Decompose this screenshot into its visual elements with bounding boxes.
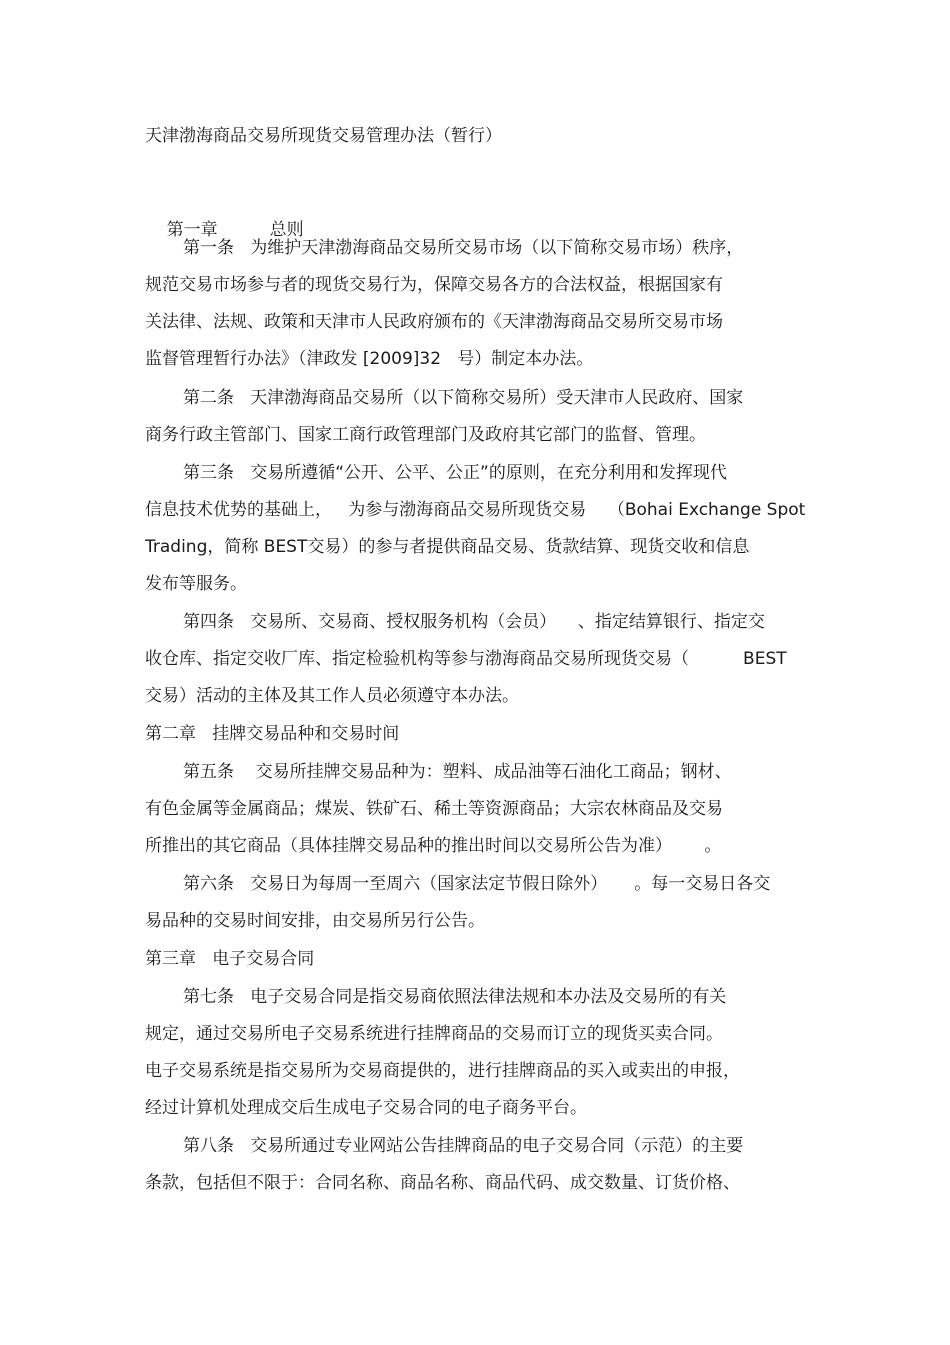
article-1-line-1: 第一条 为维护天津渤海商品交易所交易市场（以下简称交易市场）秩序， bbox=[183, 238, 744, 258]
article-2-line-1: 第二条 天津渤海商品交易所（以下简称交易所）受天津市人民政府、国家 bbox=[183, 388, 744, 408]
article-5-line-3: 所推出的其它商品（具体挂牌交易品种的推出时间以交易所公告为准） 。 bbox=[145, 836, 722, 856]
article-8-line-1: 第八条 交易所通过专业网站公告挂牌商品的电子交易合同（示范）的主要 bbox=[183, 1136, 744, 1156]
article-1-line-2: 规范交易市场参与者的现货交易行为，保障交易各方的合法权益，根据国家有 bbox=[145, 275, 723, 295]
chapter-heading-3: 第三章 电子交易合同 bbox=[145, 949, 315, 969]
article-4-line-2: 收仓库、指定交收厂库、指定检验机构等参与渤海商品交易所现货交易（ BEST bbox=[145, 649, 787, 669]
article-3-line-4: 发布等服务。 bbox=[145, 574, 247, 594]
article-3-line-2: 信息技术优势的基础上， 为参与渤海商品交易所现货交易 （Bohai Exchange Spot bbox=[145, 500, 806, 520]
chapter-label: 第一章 bbox=[166, 220, 218, 240]
article-4-line-1: 第四条 交易所、交易商、授权服务机构（会员） 、指定结算银行、指定交 bbox=[183, 612, 765, 632]
article-2-line-2: 商务行政主管部门、国家工商行政管理部门及政府其它部门的监督、管理。 bbox=[145, 425, 706, 445]
article-3-line-3: Trading，简称 BEST交易）的参与者提供商品交易、货款结算、现货交收和信息 bbox=[145, 537, 750, 557]
article-1-line-4: 监督管理暂行办法》（津政发 [2009]32 号）制定本办法。 bbox=[145, 349, 594, 369]
article-6-line-2: 易品种的交易时间安排，由交易所另行公告。 bbox=[145, 911, 485, 931]
article-1-line-3: 关法律、法规、政策和天津市人民政府颁布的《天津渤海商品交易所交易市场 bbox=[145, 312, 723, 332]
chapter-heading-2: 第二章 挂牌交易品种和交易时间 bbox=[145, 724, 400, 744]
document-title: 天津渤海商品交易所现货交易管理办法（暂行） bbox=[145, 126, 502, 146]
chapter-name: 总则 bbox=[269, 220, 304, 240]
article-6-line-1: 第六条 交易日为每周一至周六（国家法定节假日除外） 。每一交易日各交 bbox=[183, 874, 771, 894]
article-3-line-1: 第三条 交易所遵循“公开、公平、公正”的原则，在充分利用和发挥现代 bbox=[183, 463, 727, 483]
article-5-line-1: 第五条 交易所挂牌交易品种为：塑料、成品油等石油化工商品；钢材、 bbox=[183, 762, 732, 782]
article-4-line-3: 交易）活动的主体及其工作人员必须遵守本办法。 bbox=[145, 686, 519, 706]
article-7-line-2: 规定，通过交易所电子交易系统进行挂牌商品的交易而订立的现货买卖合同。 bbox=[145, 1024, 723, 1044]
article-7-line-4: 经过计算机处理成交后生成电子交易合同的电子商务平台。 bbox=[145, 1098, 587, 1118]
article-8-line-2: 条款，包括但不限于：合同名称、商品名称、商品代码、成交数量、订货价格、 bbox=[145, 1173, 740, 1193]
article-7-line-1: 第七条 电子交易合同是指交易商依照法律法规和本办法及交易所的有关 bbox=[183, 987, 727, 1007]
article-5-line-2: 有色金属等金属商品；煤炭、铁矿石、稀土等资源商品；大宗农林商品及交易 bbox=[145, 799, 723, 819]
article-7-line-3: 电子交易系统是指交易所为交易商提供的，进行挂牌商品的买入或卖出的申报， bbox=[145, 1061, 740, 1081]
